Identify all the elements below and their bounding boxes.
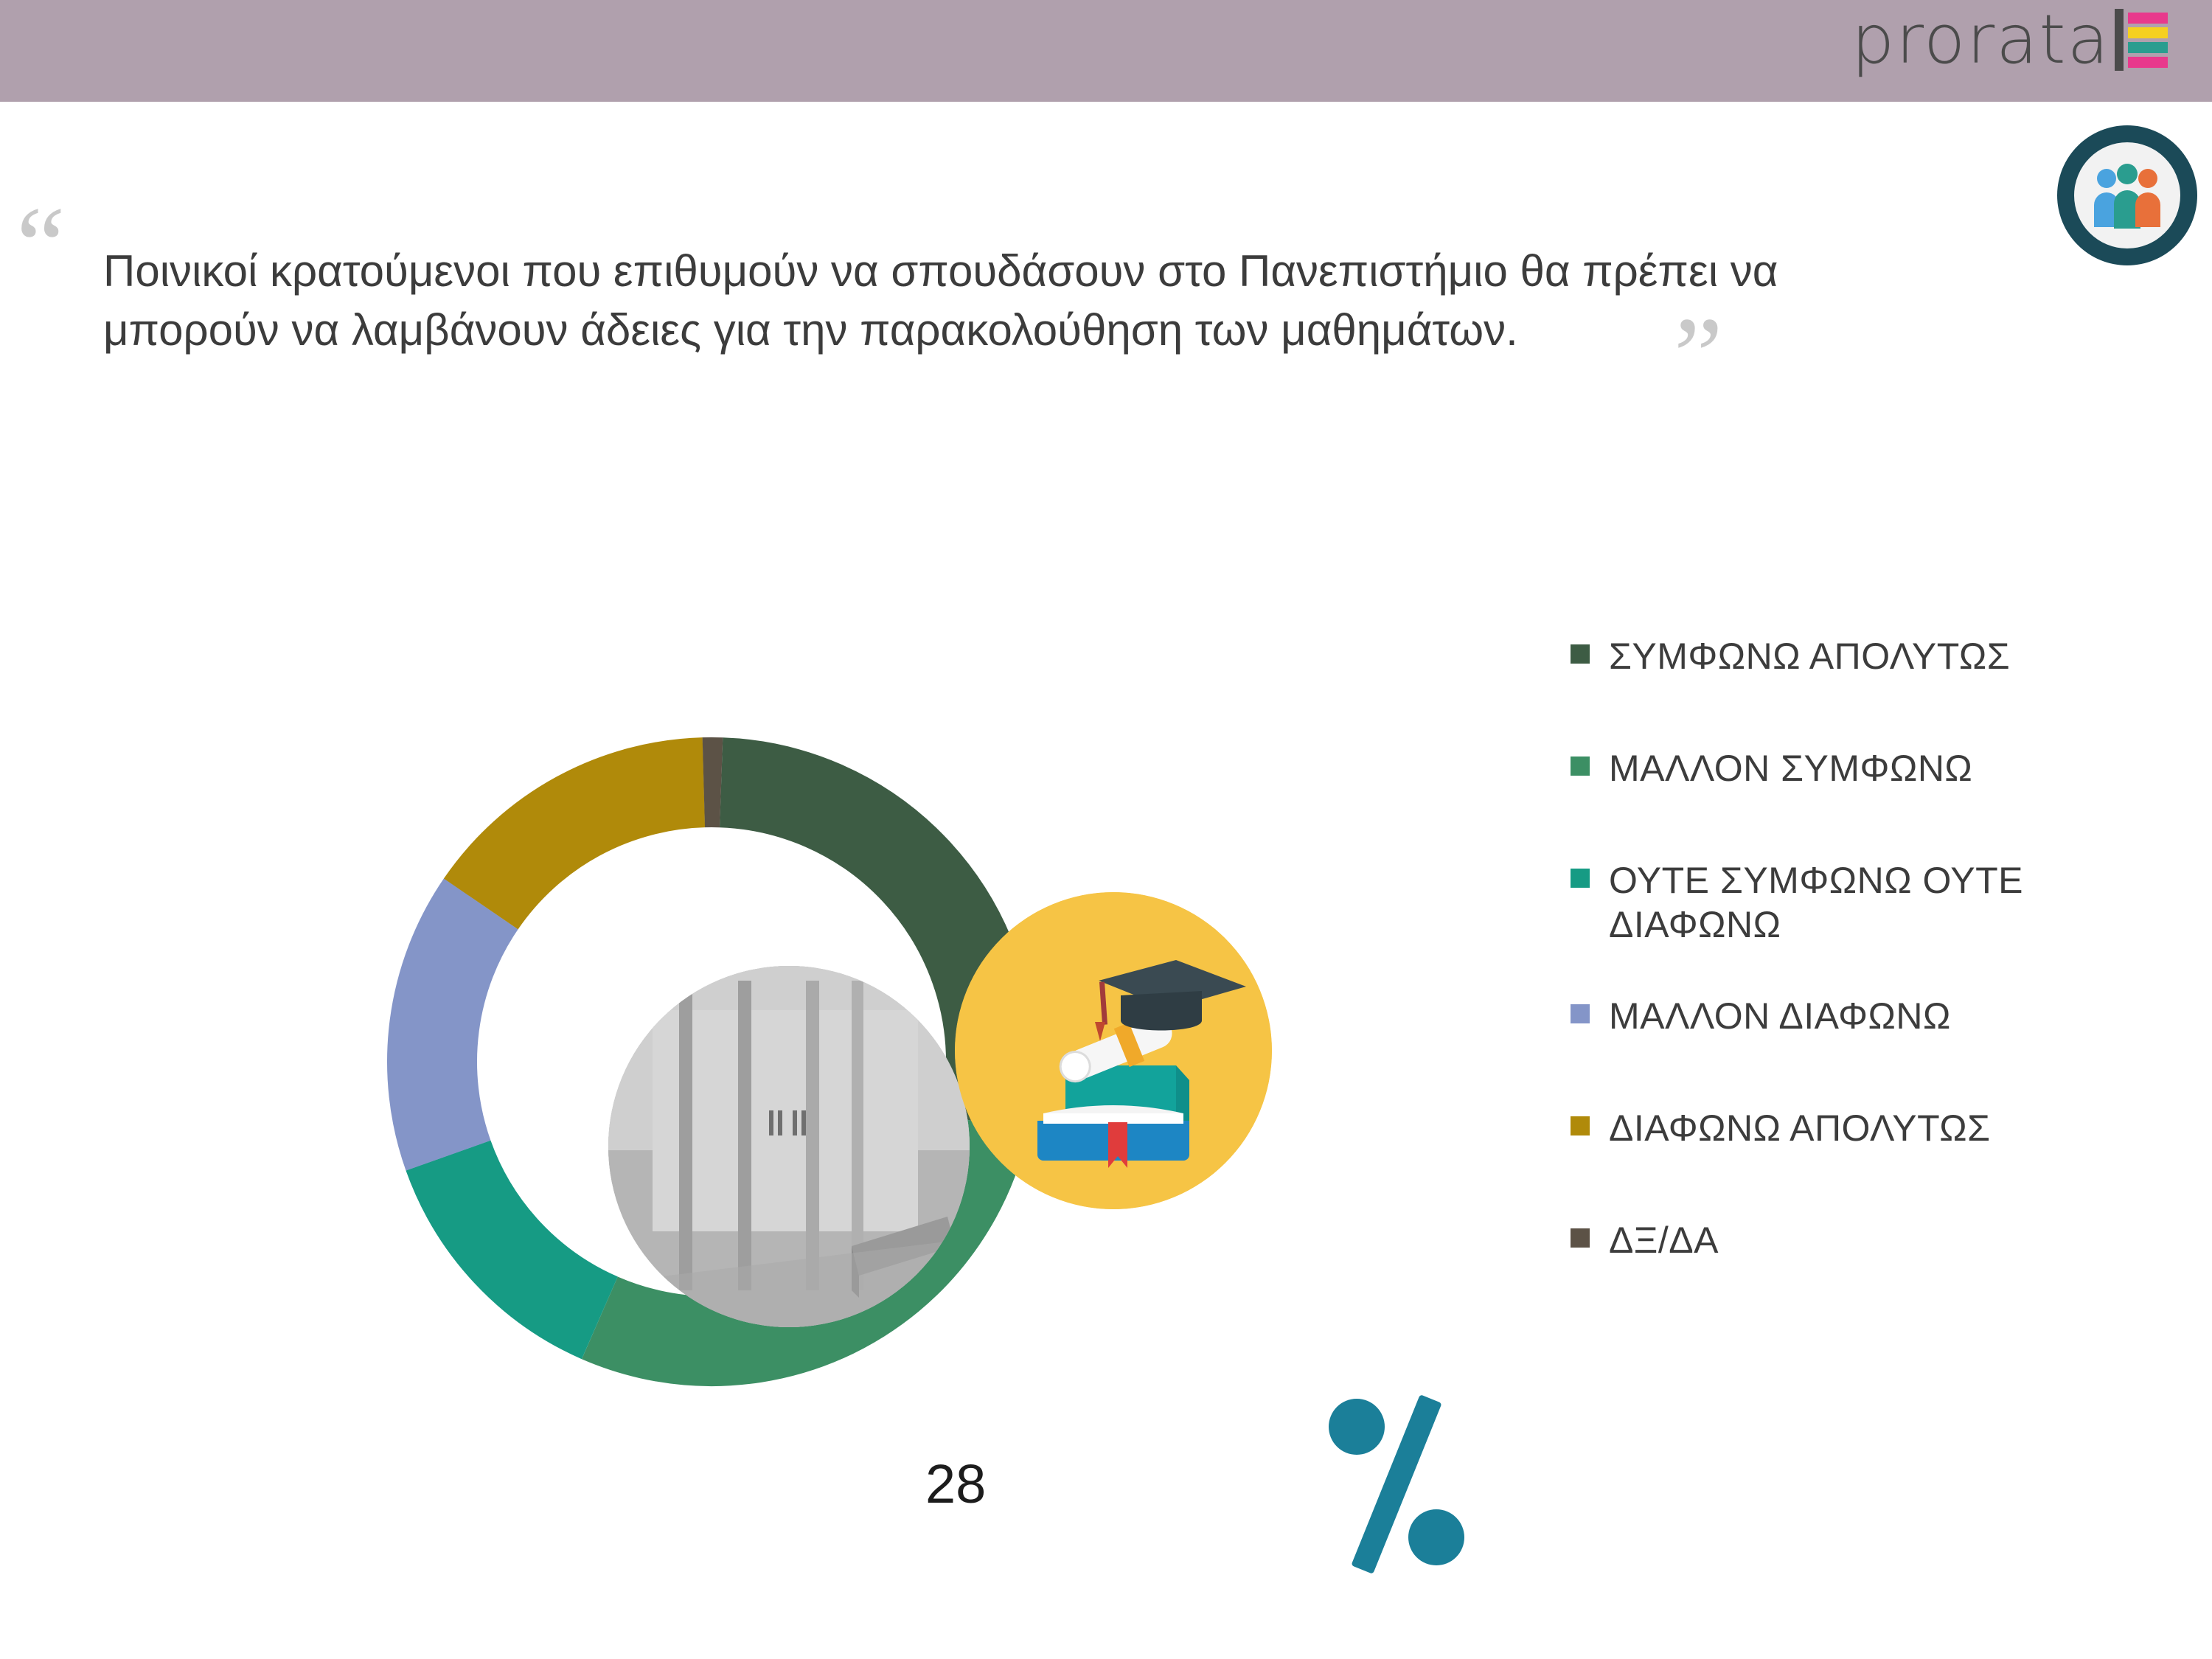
legend-item-mallon-symfono[interactable]	[1571, 746, 2160, 790]
legend-label: ΜΑΛΛΟΝ ΔΙΑΦΩΝΩ	[1609, 995, 1951, 1037]
legend-label: ΣΥΜΦΩΝΩ ΑΠΟΛΥΤΩΣ	[1609, 636, 2011, 677]
statement-block	[0, 102, 2212, 417]
legend-item-symfono-apolytos[interactable]	[1571, 634, 2160, 678]
brand-logo	[1851, 0, 2168, 79]
people-group-icon	[2057, 125, 2197, 265]
chart-legend	[1571, 634, 2160, 1262]
brand-name: prorata	[1851, 0, 2110, 79]
legend-label: ΔΙΑΦΩΝΩ ΑΠΟΛΥΤΩΣ	[1609, 1107, 1991, 1149]
value-label-mallon-diafono: 15	[262, 1011, 323, 1072]
legend-swatch-icon	[1571, 1004, 1590, 1023]
quote-close-mark: ”	[1674, 295, 1723, 417]
legend-item-oute-oute[interactable]	[1571, 858, 2160, 947]
value-label-diafono-apolytos: 15	[505, 650, 566, 711]
legend-item-dx-da[interactable]	[1571, 1218, 2160, 1262]
value-label-oute-oute: 13	[417, 1394, 478, 1455]
legend-label: ΔΞ/ΔΑ	[1609, 1220, 1719, 1261]
donut-chart	[188, 516, 1235, 1600]
legend-item-mallon-diafono[interactable]	[1571, 994, 2160, 1038]
top-bar	[0, 0, 2212, 102]
legend-swatch-icon	[1571, 1228, 1590, 1248]
legend-item-diafono-apolytos[interactable]	[1571, 1106, 2160, 1150]
value-label-mallon-symfono: 28	[925, 1453, 987, 1514]
statement-line-2: μπορούν να λαμβάνουν άδειες για την παρακολούθηση των μαθημάτων.	[103, 305, 1518, 355]
logo-stripes-icon	[2128, 13, 2168, 68]
legend-label: ΜΑΛΛΟΝ ΣΥΜΦΩΝΩ	[1609, 748, 1973, 789]
legend-swatch-icon	[1571, 644, 1590, 664]
quote-open-mark: “	[16, 184, 66, 307]
statement-line-1: Ποινικοί κρατούμενοι που επιθυμούν να σπουδάσουν στο Πανεπιστήμιο θα πρέπει να	[103, 246, 1778, 296]
prison-cell-photo	[608, 966, 970, 1327]
statement-text	[103, 242, 2020, 360]
percent-symbol-icon	[1320, 1386, 1475, 1578]
legend-label: ΟΥΤΕ ΣΥΜΦΩΝΩ ΟΥΤΕ ΔΙΑΦΩΝΩ	[1609, 860, 2023, 945]
legend-swatch-icon	[1571, 869, 1590, 888]
legend-swatch-icon	[1571, 1116, 1590, 1135]
value-label-dx-da: 1	[734, 594, 759, 645]
logo-divider-bar	[2115, 9, 2124, 71]
legend-swatch-icon	[1571, 757, 1590, 776]
graduation-books-icon	[955, 892, 1272, 1209]
